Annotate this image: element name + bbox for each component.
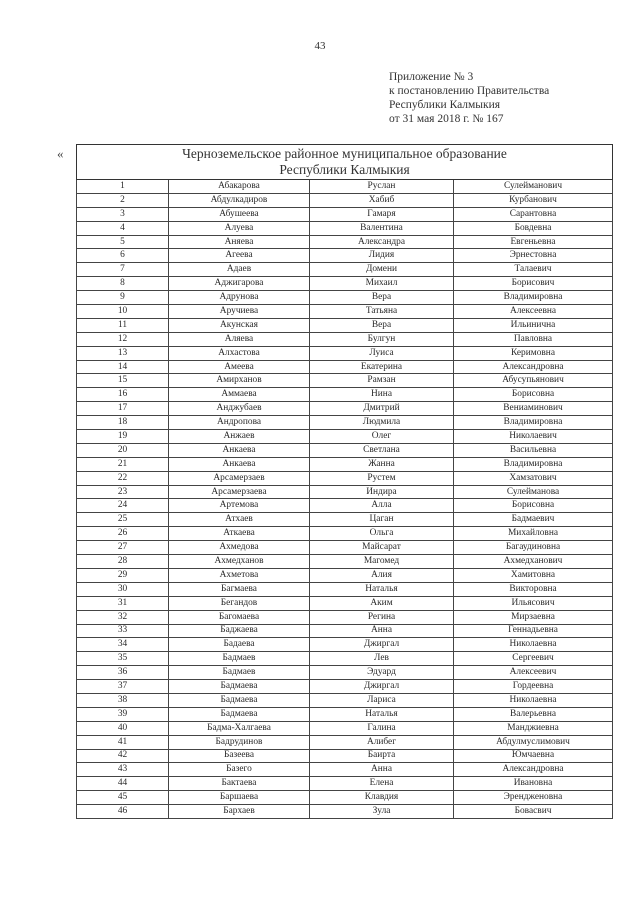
- first-name-cell: Олег: [310, 430, 454, 444]
- table-row: [77, 457, 613, 471]
- table-row: [77, 513, 613, 527]
- last-name-cell: Бадмаева: [169, 680, 310, 694]
- row-number-cell: 14: [77, 360, 169, 374]
- patronymic-cell: Гордеевна: [454, 680, 613, 694]
- last-name-cell: Базего: [169, 763, 310, 777]
- first-name-cell: Магомед: [310, 555, 454, 569]
- table-row: [77, 402, 613, 416]
- table-row: [77, 305, 613, 319]
- first-name-cell: Ольга: [310, 527, 454, 541]
- last-name-cell: Бадмаев: [169, 652, 310, 666]
- row-number-cell: 29: [77, 568, 169, 582]
- table-title-line: Республики Калмыкия: [279, 162, 410, 177]
- last-name-cell: Аляева: [169, 332, 310, 346]
- table-row: [77, 680, 613, 694]
- table-row: [77, 277, 613, 291]
- table-row: [77, 221, 613, 235]
- row-number-cell: 9: [77, 291, 169, 305]
- first-name-cell: Регина: [310, 610, 454, 624]
- patronymic-cell: Ахмедханович: [454, 555, 613, 569]
- row-number-cell: 3: [77, 207, 169, 221]
- last-name-cell: Бархаев: [169, 805, 310, 819]
- table-row: [77, 499, 613, 513]
- first-name-cell: Цаган: [310, 513, 454, 527]
- first-name-cell: Валентина: [310, 221, 454, 235]
- patronymic-cell: Геннадьевна: [454, 624, 613, 638]
- row-number-cell: 13: [77, 346, 169, 360]
- row-number-cell: 43: [77, 763, 169, 777]
- last-name-cell: Абакарова: [169, 180, 310, 194]
- patronymic-cell: Владимировна: [454, 416, 613, 430]
- row-number-cell: 24: [77, 499, 169, 513]
- last-name-cell: Адаев: [169, 263, 310, 277]
- row-number-cell: 35: [77, 652, 169, 666]
- row-number-cell: 1: [77, 180, 169, 194]
- table-row: [77, 374, 613, 388]
- table-row: [77, 263, 613, 277]
- table-row: [77, 443, 613, 457]
- last-name-cell: Базеева: [169, 749, 310, 763]
- first-name-cell: Руслан: [310, 180, 454, 194]
- last-name-cell: Багмаева: [169, 582, 310, 596]
- last-name-cell: Бадмаева: [169, 707, 310, 721]
- first-name-cell: Михаил: [310, 277, 454, 291]
- patronymic-cell: Бовасвич: [454, 805, 613, 819]
- row-number-cell: 22: [77, 471, 169, 485]
- row-number-cell: 10: [77, 305, 169, 319]
- last-name-cell: Арсамерзаева: [169, 485, 310, 499]
- table-row: [77, 666, 613, 680]
- last-name-cell: Адрунова: [169, 291, 310, 305]
- table-row: [77, 555, 613, 569]
- table-row: [77, 693, 613, 707]
- table-row: [77, 541, 613, 555]
- last-name-cell: Бадмаева: [169, 693, 310, 707]
- table-row: [77, 430, 613, 444]
- row-number-cell: 37: [77, 680, 169, 694]
- first-name-cell: Анна: [310, 763, 454, 777]
- table-row: [77, 527, 613, 541]
- last-name-cell: Амирханов: [169, 374, 310, 388]
- row-number-cell: 45: [77, 791, 169, 805]
- row-number-cell: 18: [77, 416, 169, 430]
- row-number-cell: 38: [77, 693, 169, 707]
- last-name-cell: Бадрудинов: [169, 735, 310, 749]
- patronymic-cell: Борисовна: [454, 388, 613, 402]
- table-title-line: Черноземельское районное муниципальное образование: [182, 146, 507, 161]
- patronymic-cell: Евгеньевна: [454, 235, 613, 249]
- last-name-cell: Анжаев: [169, 430, 310, 444]
- row-number-cell: 23: [77, 485, 169, 499]
- last-name-cell: Баршаева: [169, 791, 310, 805]
- row-number-cell: 36: [77, 666, 169, 680]
- last-name-cell: Аджигарова: [169, 277, 310, 291]
- row-number-cell: 16: [77, 388, 169, 402]
- table-row: [77, 235, 613, 249]
- table-row: [77, 721, 613, 735]
- first-name-cell: Александра: [310, 235, 454, 249]
- last-name-cell: Алуева: [169, 221, 310, 235]
- row-number-cell: 28: [77, 555, 169, 569]
- row-number-cell: 32: [77, 610, 169, 624]
- first-name-cell: Екатерина: [310, 360, 454, 374]
- row-number-cell: 30: [77, 582, 169, 596]
- table-row: [77, 805, 613, 819]
- table-row: [77, 624, 613, 638]
- row-number-cell: 8: [77, 277, 169, 291]
- table-row: [77, 416, 613, 430]
- table-row: [77, 568, 613, 582]
- first-name-cell: Вера: [310, 318, 454, 332]
- first-name-cell: Джиргал: [310, 638, 454, 652]
- last-name-cell: Анкаева: [169, 443, 310, 457]
- patronymic-cell: Курбанович: [454, 193, 613, 207]
- row-number-cell: 31: [77, 596, 169, 610]
- last-name-cell: Ахмедханов: [169, 555, 310, 569]
- table-row: [77, 735, 613, 749]
- table-row: [77, 346, 613, 360]
- table-row: [77, 207, 613, 221]
- first-name-cell: Наталья: [310, 582, 454, 596]
- patronymic-cell: Николаевич: [454, 430, 613, 444]
- patronymic-cell: Сулейманович: [454, 180, 613, 194]
- first-name-cell: Анна: [310, 624, 454, 638]
- row-number-cell: 15: [77, 374, 169, 388]
- patronymic-cell: Абдулмуслимович: [454, 735, 613, 749]
- row-number-cell: 44: [77, 777, 169, 791]
- patronymic-cell: Владимировна: [454, 457, 613, 471]
- last-name-cell: Агеева: [169, 249, 310, 263]
- last-name-cell: Аммаева: [169, 388, 310, 402]
- patronymic-cell: Манджиевна: [454, 721, 613, 735]
- first-name-cell: Алла: [310, 499, 454, 513]
- table-row: [77, 638, 613, 652]
- appendix-line: Приложение № 3: [389, 71, 474, 83]
- patronymic-cell: Алексеевна: [454, 305, 613, 319]
- table-row: [77, 485, 613, 499]
- last-name-cell: Андропова: [169, 416, 310, 430]
- patronymic-cell: Сарантовна: [454, 207, 613, 221]
- first-name-cell: Татьяна: [310, 305, 454, 319]
- patronymic-cell: Викторовна: [454, 582, 613, 596]
- first-name-cell: Лидия: [310, 249, 454, 263]
- last-name-cell: Акунская: [169, 318, 310, 332]
- table-row: [77, 610, 613, 624]
- patronymic-cell: Хамитовна: [454, 568, 613, 582]
- first-name-cell: Баирта: [310, 749, 454, 763]
- last-name-cell: Бадаева: [169, 638, 310, 652]
- table-row: [77, 388, 613, 402]
- last-name-cell: Бадмаев: [169, 666, 310, 680]
- table-row: [77, 707, 613, 721]
- table-row: [77, 291, 613, 305]
- first-name-cell: Аким: [310, 596, 454, 610]
- patronymic-cell: Керимовна: [454, 346, 613, 360]
- row-number-cell: 20: [77, 443, 169, 457]
- table-body: [77, 180, 613, 819]
- last-name-cell: Амеева: [169, 360, 310, 374]
- table-row: [77, 360, 613, 374]
- first-name-cell: Домени: [310, 263, 454, 277]
- patronymic-cell: Сулейманова: [454, 485, 613, 499]
- last-name-cell: Абдулкадиров: [169, 193, 310, 207]
- patronymic-cell: Павловна: [454, 332, 613, 346]
- row-number-cell: 12: [77, 332, 169, 346]
- table-row: [77, 249, 613, 263]
- row-number-cell: 2: [77, 193, 169, 207]
- last-name-cell: Аручиева: [169, 305, 310, 319]
- first-name-cell: Галина: [310, 721, 454, 735]
- first-name-cell: Алибег: [310, 735, 454, 749]
- last-name-cell: Арсамерзаев: [169, 471, 310, 485]
- last-name-cell: Бадма-Халгаева: [169, 721, 310, 735]
- patronymic-cell: Николаевна: [454, 693, 613, 707]
- patronymic-cell: Михайловна: [454, 527, 613, 541]
- appendix-line: Республики Калмыкия: [389, 99, 501, 111]
- appendix-header: [389, 70, 549, 126]
- patronymic-cell: Талаевич: [454, 263, 613, 277]
- first-name-cell: Булгун: [310, 332, 454, 346]
- first-name-cell: Луиса: [310, 346, 454, 360]
- first-name-cell: Алия: [310, 568, 454, 582]
- patronymic-cell: Эрендженовна: [454, 791, 613, 805]
- table-row: [77, 471, 613, 485]
- page-number: 43: [314, 40, 326, 52]
- row-number-cell: 21: [77, 457, 169, 471]
- patronymic-cell: Ильясович: [454, 596, 613, 610]
- first-name-cell: Рустем: [310, 471, 454, 485]
- patronymic-cell: Мирзаевна: [454, 610, 613, 624]
- first-name-cell: Хабиб: [310, 193, 454, 207]
- patronymic-cell: Эрнестовна: [454, 249, 613, 263]
- row-number-cell: 17: [77, 402, 169, 416]
- table-row: [77, 763, 613, 777]
- patronymic-cell: Вениаминович: [454, 402, 613, 416]
- table-row: [77, 193, 613, 207]
- first-name-cell: Светлана: [310, 443, 454, 457]
- table-row: [77, 749, 613, 763]
- row-number-cell: 33: [77, 624, 169, 638]
- row-number-cell: 34: [77, 638, 169, 652]
- table-row: [77, 332, 613, 346]
- table-title: [77, 145, 613, 180]
- first-name-cell: Эдуард: [310, 666, 454, 680]
- last-name-cell: Бактаева: [169, 777, 310, 791]
- first-name-cell: Зула: [310, 805, 454, 819]
- table-row: [77, 180, 613, 194]
- first-name-cell: Джиргал: [310, 680, 454, 694]
- last-name-cell: Артемова: [169, 499, 310, 513]
- first-name-cell: Нина: [310, 388, 454, 402]
- patronymic-cell: Алексеевич: [454, 666, 613, 680]
- first-name-cell: Индира: [310, 485, 454, 499]
- table-row: [77, 582, 613, 596]
- patronymic-cell: Бовдевна: [454, 221, 613, 235]
- first-name-cell: Наталья: [310, 707, 454, 721]
- row-number-cell: 5: [77, 235, 169, 249]
- row-number-cell: 7: [77, 263, 169, 277]
- appendix-line: от 31 мая 2018 г. № 167: [389, 113, 504, 125]
- people-table: [76, 144, 613, 819]
- first-name-cell: Клавдия: [310, 791, 454, 805]
- patronymic-cell: Александровна: [454, 763, 613, 777]
- patronymic-cell: Хамзатович: [454, 471, 613, 485]
- table-row: [77, 777, 613, 791]
- row-number-cell: 40: [77, 721, 169, 735]
- last-name-cell: Абушеева: [169, 207, 310, 221]
- table-row: [77, 318, 613, 332]
- patronymic-cell: Борисовна: [454, 499, 613, 513]
- table-row: [77, 596, 613, 610]
- row-number-cell: 6: [77, 249, 169, 263]
- patronymic-cell: Борисович: [454, 277, 613, 291]
- patronymic-cell: Владимировна: [454, 291, 613, 305]
- first-name-cell: Рамзан: [310, 374, 454, 388]
- table-row: [77, 652, 613, 666]
- row-number-cell: 46: [77, 805, 169, 819]
- first-name-cell: Жанна: [310, 457, 454, 471]
- patronymic-cell: Николаевна: [454, 638, 613, 652]
- last-name-cell: Ахмедова: [169, 541, 310, 555]
- last-name-cell: Анджубаев: [169, 402, 310, 416]
- first-name-cell: Елена: [310, 777, 454, 791]
- row-number-cell: 4: [77, 221, 169, 235]
- row-number-cell: 39: [77, 707, 169, 721]
- patronymic-cell: Васильевна: [454, 443, 613, 457]
- first-name-cell: Людмила: [310, 416, 454, 430]
- row-number-cell: 25: [77, 513, 169, 527]
- table-row: [77, 791, 613, 805]
- patronymic-cell: Багаудиновна: [454, 541, 613, 555]
- row-number-cell: 41: [77, 735, 169, 749]
- patronymic-cell: Александровна: [454, 360, 613, 374]
- patronymic-cell: Абусупьянович: [454, 374, 613, 388]
- row-number-cell: 42: [77, 749, 169, 763]
- patronymic-cell: Юмчаевна: [454, 749, 613, 763]
- appendix-line: к постановлению Правительства: [389, 85, 550, 97]
- first-name-cell: Вера: [310, 291, 454, 305]
- patronymic-cell: Ивановна: [454, 777, 613, 791]
- last-name-cell: Атхаев: [169, 513, 310, 527]
- row-number-cell: 11: [77, 318, 169, 332]
- first-name-cell: Лев: [310, 652, 454, 666]
- patronymic-cell: Валерьевна: [454, 707, 613, 721]
- first-name-cell: Дмитрий: [310, 402, 454, 416]
- patronymic-cell: Сергеевич: [454, 652, 613, 666]
- quote-mark: «: [57, 146, 64, 161]
- row-number-cell: 19: [77, 430, 169, 444]
- patronymic-cell: Бадмаевич: [454, 513, 613, 527]
- first-name-cell: Гамаря: [310, 207, 454, 221]
- last-name-cell: Бегандов: [169, 596, 310, 610]
- last-name-cell: Багомаева: [169, 610, 310, 624]
- last-name-cell: Аняева: [169, 235, 310, 249]
- row-number-cell: 27: [77, 541, 169, 555]
- last-name-cell: Алхастова: [169, 346, 310, 360]
- last-name-cell: Аткаева: [169, 527, 310, 541]
- row-number-cell: 26: [77, 527, 169, 541]
- patronymic-cell: Ильинична: [454, 318, 613, 332]
- last-name-cell: Ахметова: [169, 568, 310, 582]
- first-name-cell: Лариса: [310, 693, 454, 707]
- first-name-cell: Майсарат: [310, 541, 454, 555]
- last-name-cell: Баджаева: [169, 624, 310, 638]
- last-name-cell: Анкаева: [169, 457, 310, 471]
